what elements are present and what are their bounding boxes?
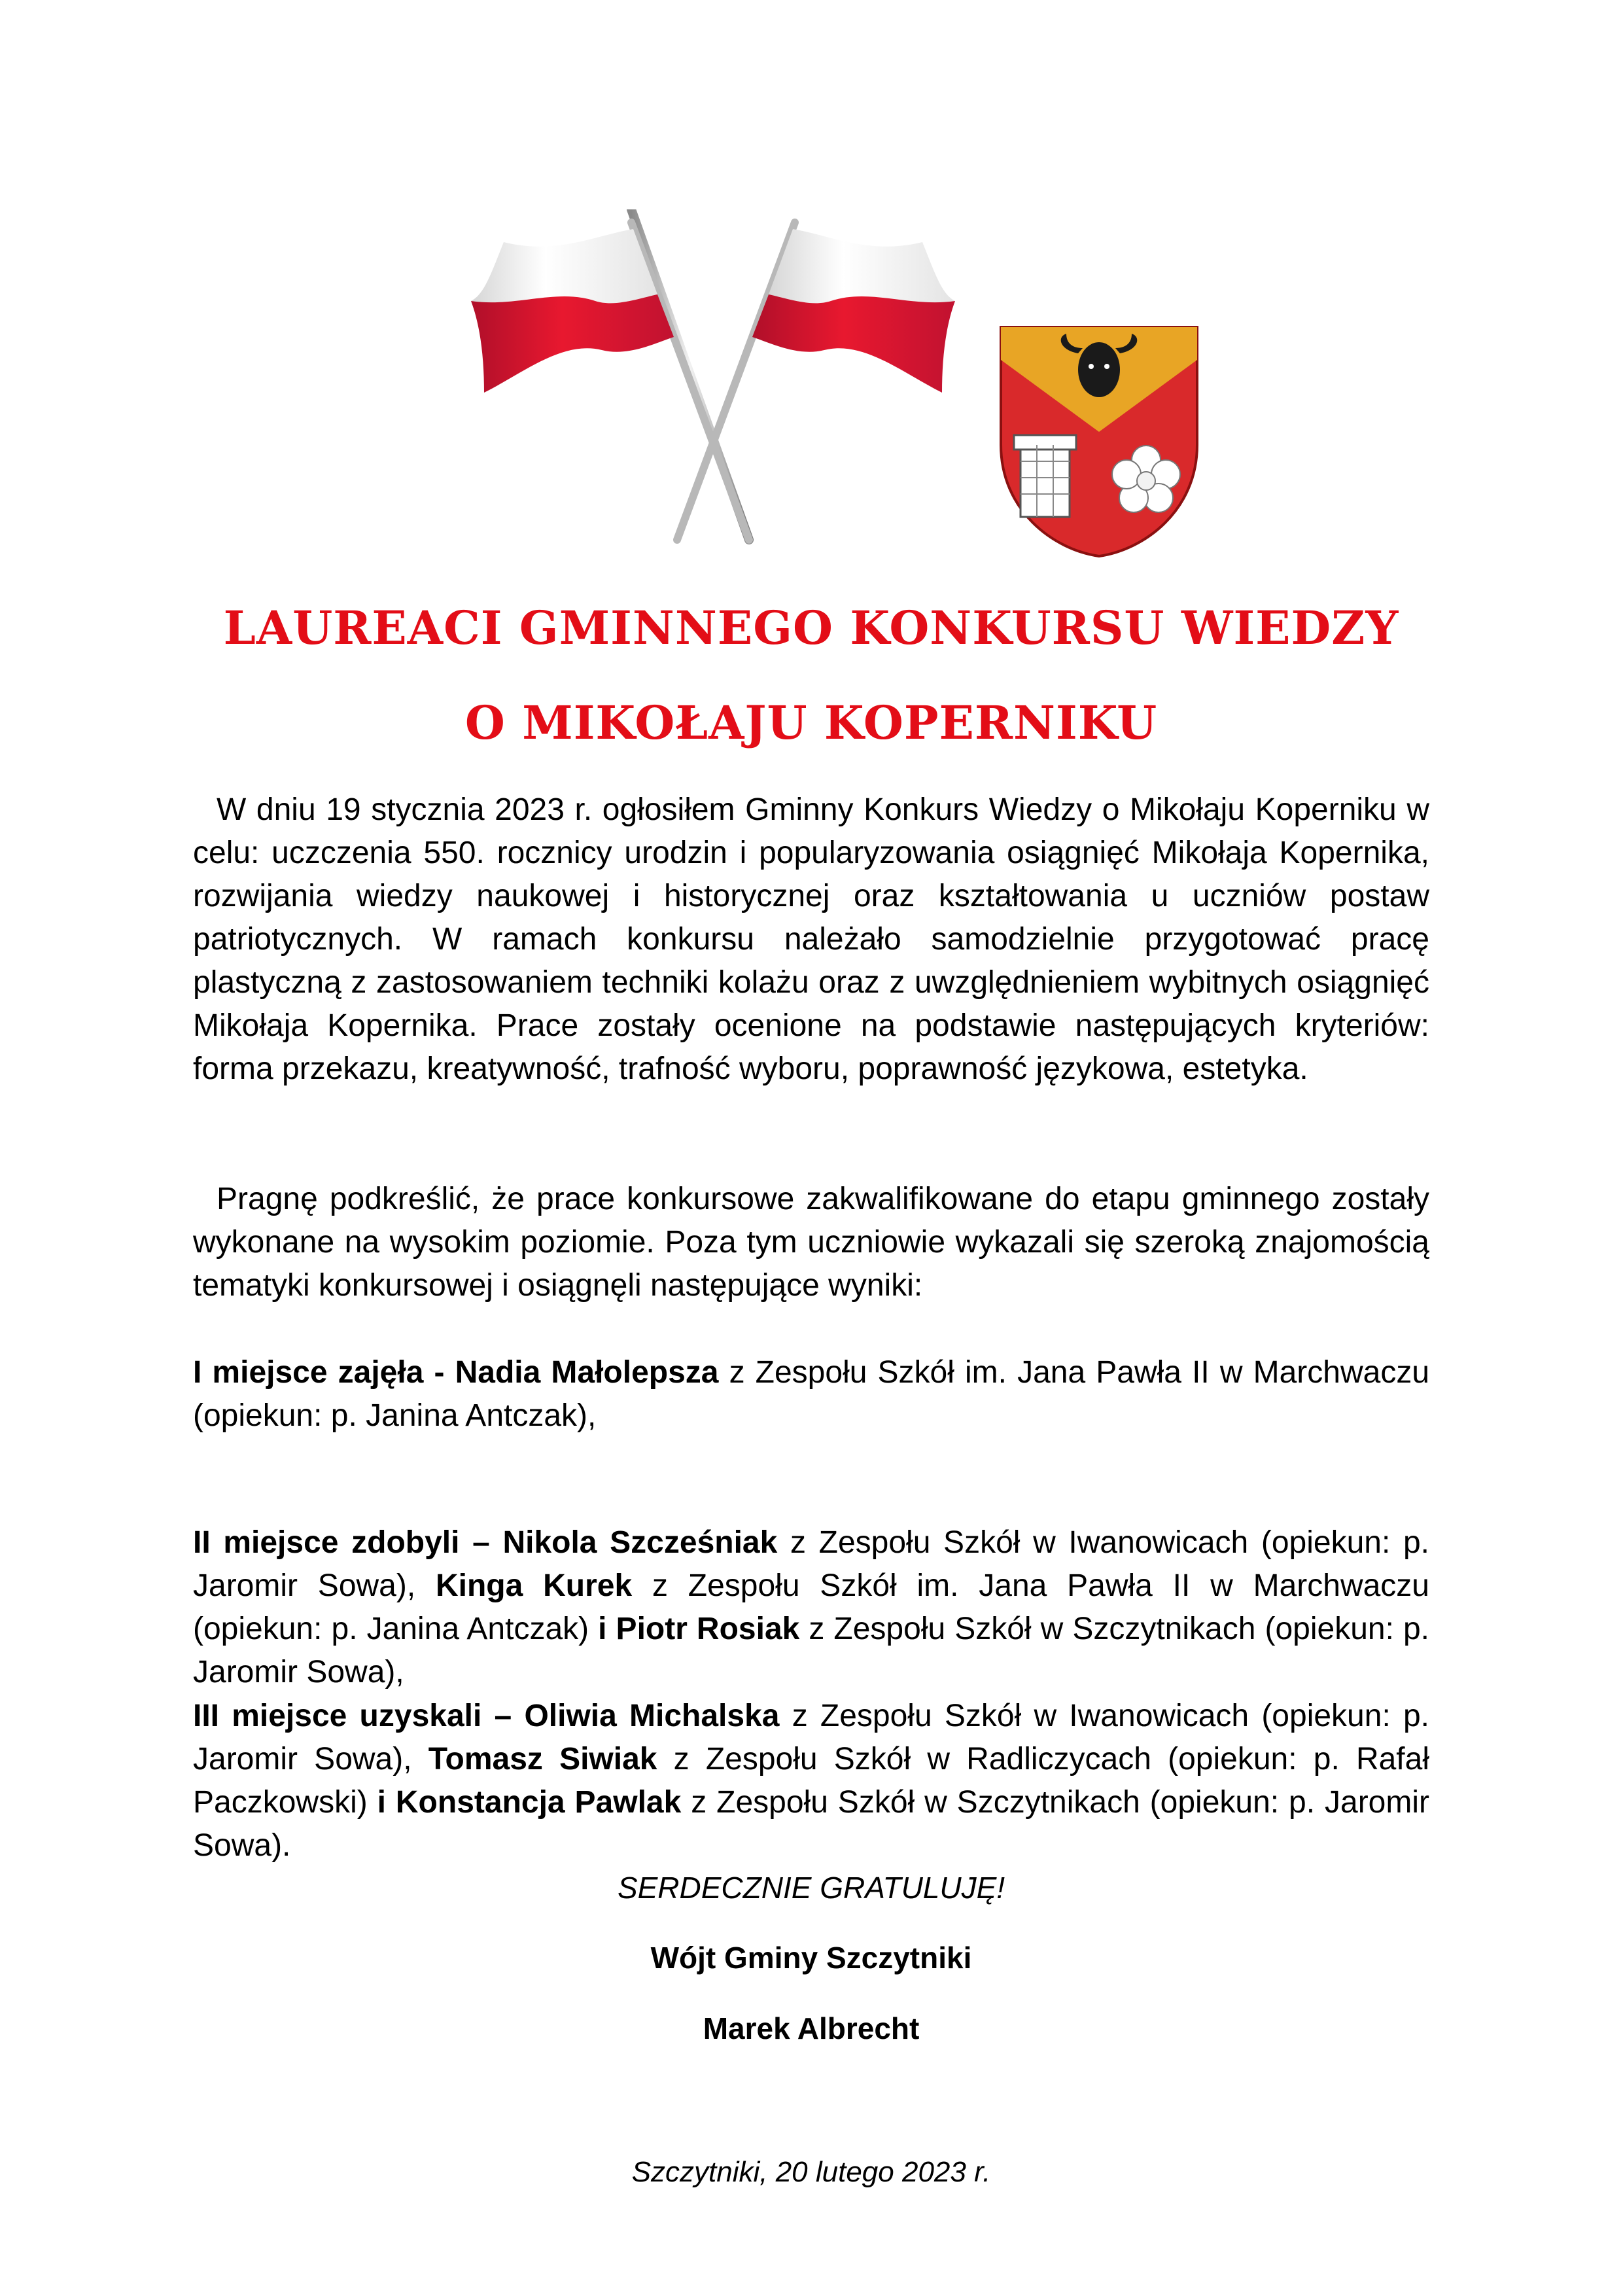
third-place-winner-2: Tomasz Siwiak <box>428 1742 657 1776</box>
second-place-detail-1: z Zespołu Szkół w Iwanowicach (opiekun: p. Jaromir Sowa), <box>193 1525 1430 1603</box>
third-place-label: III miejsce uzyskali – <box>193 1699 525 1733</box>
signature-name: Marek Albrecht <box>703 2011 920 2045</box>
second-place-conjunction: i <box>598 1612 616 1646</box>
title-line-1: LAUREACI GMINNEGO KONKURSU WIEDZY <box>223 601 1399 655</box>
second-place-winner-3: Piotr Rosiak <box>616 1612 800 1646</box>
second-place-winner-2: Kinga Kurek <box>435 1568 633 1603</box>
intro-paragraph: W dniu 19 stycznia 2023 r. ogłosiłem Gminny Konkurs Wiedzy o Mikołaju Koperniku w celu: uczczenia 550. rocznicy urodzin i popularyzowania osiągnięć Mikołaja Kopernika, rozwijania wiedzy naukowej i historycznej oraz kształtowania u uczniów postaw patriotycznych. W ramach konkursu należało samodzielnie przygotować pracę plastyczną z zastosowaniem techniki kolażu oraz z uwzględnieniem wybitnych osiągnięć Mikołaja Kopernika. Prace zostały ocenione na podstawie następujących kryteriów: forma przekazu, kreatywność, trafność wyboru, poprawność językowa, estetyka. <box>193 792 1429 1086</box>
second-place-label: II miejsce zdobyli – <box>193 1525 503 1560</box>
first-place-winner: Nadia Małolepsza <box>455 1355 719 1390</box>
second-place-detail-2: z Zespołu Szkół im. Jana Pawła II w Marchwaczu (opiekun: p. Janina Antczak) <box>193 1568 1429 1646</box>
third-place-winner-3: Konstancja Pawlak <box>395 1785 682 1820</box>
header-emblems <box>445 209 1204 576</box>
third-place-detail-3: z Zespołu Szkół w Szczytnikach (opiekun: p. Jaromir Sowa). <box>193 1785 1430 1863</box>
congratulations-text: SERDECZNIE GRATULUJĘ! <box>617 1871 1005 1905</box>
first-place-label: I miejsce zajęła - <box>193 1355 455 1390</box>
third-place-paragraph <box>193 1695 1429 1867</box>
third-place-detail-1: z Zespołu Szkół w Iwanowicach (opiekun: p. Jaromir Sowa), <box>193 1699 1430 1776</box>
third-place-detail-2: z Zespołu Szkół w Radliczycach (opiekun: p. Rafał Paczkowski) <box>193 1742 1430 1820</box>
szczytniki-coat-of-arms-icon <box>994 314 1204 563</box>
second-place-detail-3: z Zespołu Szkół w Szczytnikach (opiekun: p. Jaromir Sowa), <box>193 1612 1429 1689</box>
place-and-date: Szczytniki, 20 lutego 2023 r. <box>631 2156 991 2188</box>
first-place-detail: z Zespołu Szkół im. Jana Pawła II w Marchwaczu (opiekun: p. Janina Antczak), <box>193 1355 1430 1433</box>
title-line-2: O MIKOŁAJU KOPERNIKU <box>464 696 1158 750</box>
crossed-polish-flags-icon <box>445 209 981 576</box>
second-place-winner-1: Nikola Szcześniak <box>502 1525 778 1560</box>
third-place-winner-1: Oliwia Michalska <box>524 1699 780 1733</box>
results-intro-paragraph: Pragnę podkreślić, że prace konkursowe zakwalifikowane do etapu gminnego zostały wykonane na wysokim poziomie. Poza tym uczniowie wykazali się szeroką znajomością tematyki konkursowej i osiągnęli następujące wyniki: <box>193 1182 1429 1303</box>
signature-title: Wójt Gminy Szczytniki <box>650 1941 972 1975</box>
first-place-paragraph <box>193 1351 1429 1438</box>
second-place-paragraph <box>193 1521 1429 1694</box>
third-place-conjunction: i <box>377 1785 396 1820</box>
